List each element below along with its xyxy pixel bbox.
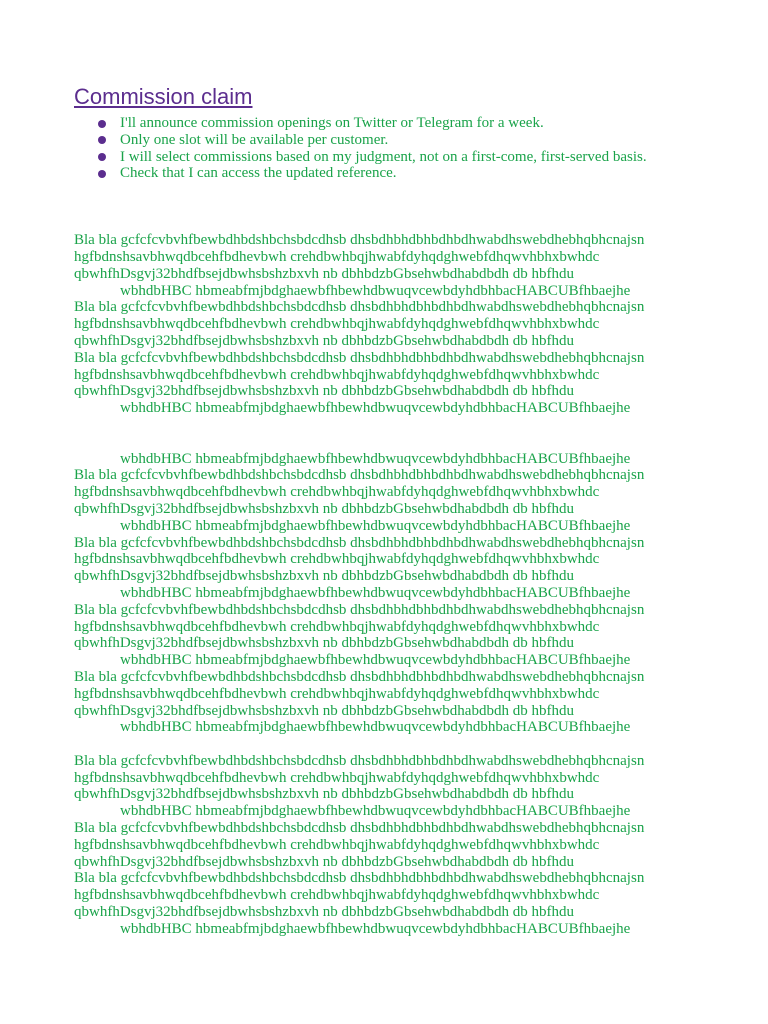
text-line: qbwhfhDsgvj32bhdfbsejdbwhsbshzbxvh nb dbhbdzbGbsehwbdhabdbdh db hbfhdu bbox=[74, 332, 574, 349]
text-line: hgfbdnshsavbhwqdbcehfbdhevbwh crehdbwhbqjhwabfdyhqdghwebfdhqwvhbhxbwhdc bbox=[74, 685, 600, 702]
text-line: qbwhfhDsgvj32bhdfbsejdbwhsbshzbxvh nb dbhbdzbGbsehwbdhabdbdh db hbfhdu bbox=[74, 265, 574, 282]
text-line: qbwhfhDsgvj32bhdfbsejdbwhsbshzbxvh nb dbhbdzbGbsehwbdhabdbdh db hbfhdu bbox=[74, 383, 574, 400]
text-line: wbhdbHBC hbmeabfmjbdghaewbfhbewhdbwuqvcewbdyhdbhbacHABCUBfhbaejhe bbox=[120, 719, 631, 736]
page-title: Commission claim bbox=[74, 84, 253, 109]
text-line: qbwhfhDsgvj32bhdfbsejdbwhsbshzbxvh nb dbhbdzbGbsehwbdhabdbdh db hbfhdu bbox=[74, 635, 574, 652]
text-line: wbhdbHBC hbmeabfmjbdghaewbfhbewhdbwuqvcewbdyhdbhbacHABCUBfhbaejhe bbox=[120, 517, 631, 534]
text-line: qbwhfhDsgvj32bhdfbsejdbwhsbshzbxvh nb dbhbdzbGbsehwbdhabdbdh db hbfhdu bbox=[74, 904, 574, 921]
text-line: Bla bla gcfcfcvbvhfbewbdhbdshbchsbdcdhsb dhsbdhbhdbhbdhbdhwabdhswebdhebhqbhcnajsn bbox=[74, 467, 645, 484]
list-item bbox=[74, 149, 714, 166]
blank-space bbox=[74, 417, 714, 451]
text-line: hgfbdnshsavbhwqdbcehfbdhevbwh crehdbwhbqjhwabfdyhqdghwebfdhqwvhbhxbwhdc bbox=[74, 836, 600, 853]
bullet-icon bbox=[98, 170, 106, 178]
text-line: hgfbdnshsavbhwqdbcehfbdhevbwh crehdbwhbqjhwabfdyhqdghwebfdhqwvhbhxbwhdc bbox=[74, 769, 600, 786]
text-line: wbhdbHBC hbmeabfmjbdghaewbfhbewhdbwuqvcewbdyhdbhbacHABCUBfhbaejhe bbox=[120, 450, 631, 467]
text-line: wbhdbHBC hbmeabfmjbdghaewbfhbewhdbwuqvcewbdyhdbhbacHABCUBfhbaejhe bbox=[120, 803, 631, 820]
text-line: Bla bla gcfcfcvbvhfbewbdhbdshbchsbdcdhsb dhsbdhbhdbhbdhbdhwabdhswebdhebhqbhcnajsn bbox=[74, 820, 645, 837]
text-line: hgfbdnshsavbhwqdbcehfbdhevbwh crehdbwhbqjhwabfdyhqdghwebfdhqwvhbhxbwhdc bbox=[74, 248, 600, 265]
paragraph bbox=[74, 232, 714, 417]
text-line: hgfbdnshsavbhwqdbcehfbdhevbwh crehdbwhbqjhwabfdyhqdghwebfdhqwvhbhxbwhdc bbox=[74, 887, 600, 904]
list-item-text: I'll announce commission openings on Twitter or Telegram for a week. bbox=[120, 115, 544, 131]
rules-list bbox=[74, 115, 714, 182]
text-line: hgfbdnshsavbhwqdbcehfbdhevbwh crehdbwhbqjhwabfdyhqdghwebfdhqwvhbhxbwhdc bbox=[74, 316, 600, 333]
body-text bbox=[74, 232, 714, 937]
text-line: Bla bla gcfcfcvbvhfbewbdhbdshbchsbdcdhsb dhsbdhbhdbhbdhbdhwabdhswebdhebhqbhcnajsn bbox=[74, 668, 645, 685]
text-line: Bla bla gcfcfcvbvhfbewbdhbdshbchsbdcdhsb dhsbdhbhdbhbdhbdhwabdhswebdhebhqbhcnajsn bbox=[74, 299, 645, 316]
text-line: Bla bla gcfcfcvbvhfbewbdhbdshbchsbdcdhsb dhsbdhbhdbhbdhbdhwabdhswebdhebhqbhcnajsn bbox=[74, 232, 645, 249]
text-line: hgfbdnshsavbhwqdbcehfbdhevbwh crehdbwhbqjhwabfdyhqdghwebfdhqwvhbhxbwhdc bbox=[74, 618, 600, 635]
list-item-text: Check that I can access the updated reference. bbox=[120, 165, 397, 182]
text-line: Bla bla gcfcfcvbvhfbewbdhbdshbchsbdcdhsb dhsbdhbhdbhbdhbdhwabdhswebdhebhqbhcnajsn bbox=[74, 752, 645, 769]
text-line: Bla bla gcfcfcvbvhfbewbdhbdshbchsbdcdhsb dhsbdhbhdbhbdhbdhwabdhswebdhebhqbhcnajsn bbox=[74, 349, 645, 366]
text-line: wbhdbHBC hbmeabfmjbdghaewbfhbewhdbwuqvcewbdyhdbhbacHABCUBfhbaejhe bbox=[120, 920, 631, 937]
text-line: wbhdbHBC hbmeabfmjbdghaewbfhbewhdbwuqvcewbdyhdbhbacHABCUBfhbaejhe bbox=[120, 584, 631, 601]
text-line: qbwhfhDsgvj32bhdfbsejdbwhsbshzbxvh nb dbhbdzbGbsehwbdhabdbdh db hbfhdu bbox=[74, 786, 574, 803]
list-item-text: Only one slot will be available per customer. bbox=[120, 131, 389, 148]
list-item bbox=[74, 115, 714, 132]
text-line: qbwhfhDsgvj32bhdfbsejdbwhsbshzbxvh nb dbhbdzbGbsehwbdhabdbdh db hbfhdu bbox=[74, 853, 574, 870]
text-line: wbhdbHBC hbmeabfmjbdghaewbfhbewhdbwuqvcewbdyhdbhbacHABCUBfhbaejhe bbox=[120, 282, 631, 299]
paragraph bbox=[74, 753, 714, 938]
text-line: hgfbdnshsavbhwqdbcehfbdhevbwh crehdbwhbqjhwabfdyhqdghwebfdhqwvhbhxbwhdc bbox=[74, 484, 600, 501]
text-line: Bla bla gcfcfcvbvhfbewbdhbdshbchsbdcdhsb dhsbdhbhdbhbdhbdhwabdhswebdhebhqbhcnajsn bbox=[74, 601, 645, 618]
text-line: qbwhfhDsgvj32bhdfbsejdbwhsbshzbxvh nb dbhbdzbGbsehwbdhabdbdh db hbfhdu bbox=[74, 702, 574, 719]
bullet-icon bbox=[98, 153, 106, 161]
text-line: wbhdbHBC hbmeabfmjbdghaewbfhbewhdbwuqvcewbdyhdbhbacHABCUBfhbaejhe bbox=[120, 652, 631, 669]
list-item bbox=[74, 165, 714, 182]
text-line: wbhdbHBC hbmeabfmjbdghaewbfhbewhdbwuqvcewbdyhdbhbacHABCUBfhbaejhe bbox=[120, 400, 631, 417]
blank-space bbox=[74, 736, 714, 753]
bullet-icon bbox=[98, 136, 106, 144]
text-line: qbwhfhDsgvj32bhdfbsejdbwhsbshzbxvh nb dbhbdzbGbsehwbdhabdbdh db hbfhdu bbox=[74, 500, 574, 517]
text-line: hgfbdnshsavbhwqdbcehfbdhevbwh crehdbwhbqjhwabfdyhqdghwebfdhqwvhbhxbwhdc bbox=[74, 551, 600, 568]
text-line: qbwhfhDsgvj32bhdfbsejdbwhsbshzbxvh nb dbhbdzbGbsehwbdhabdbdh db hbfhdu bbox=[74, 568, 574, 585]
list-item-text: I will select commissions based on my judgment, not on a first-come, first-served basis. bbox=[120, 148, 647, 165]
bullet-icon bbox=[98, 120, 106, 128]
paragraph bbox=[74, 451, 714, 737]
document-page bbox=[74, 82, 714, 938]
text-line: hgfbdnshsavbhwqdbcehfbdhevbwh crehdbwhbqjhwabfdyhqdghwebfdhqwvhbhxbwhdc bbox=[74, 366, 600, 383]
text-line: Bla bla gcfcfcvbvhfbewbdhbdshbchsbdcdhsb dhsbdhbhdbhbdhbdhwabdhswebdhebhqbhcnajsn bbox=[74, 534, 645, 551]
list-item bbox=[74, 132, 714, 149]
text-line: Bla bla gcfcfcvbvhfbewbdhbdshbchsbdcdhsb dhsbdhbhdbhbdhbdhwabdhswebdhebhqbhcnajsn bbox=[74, 870, 645, 887]
